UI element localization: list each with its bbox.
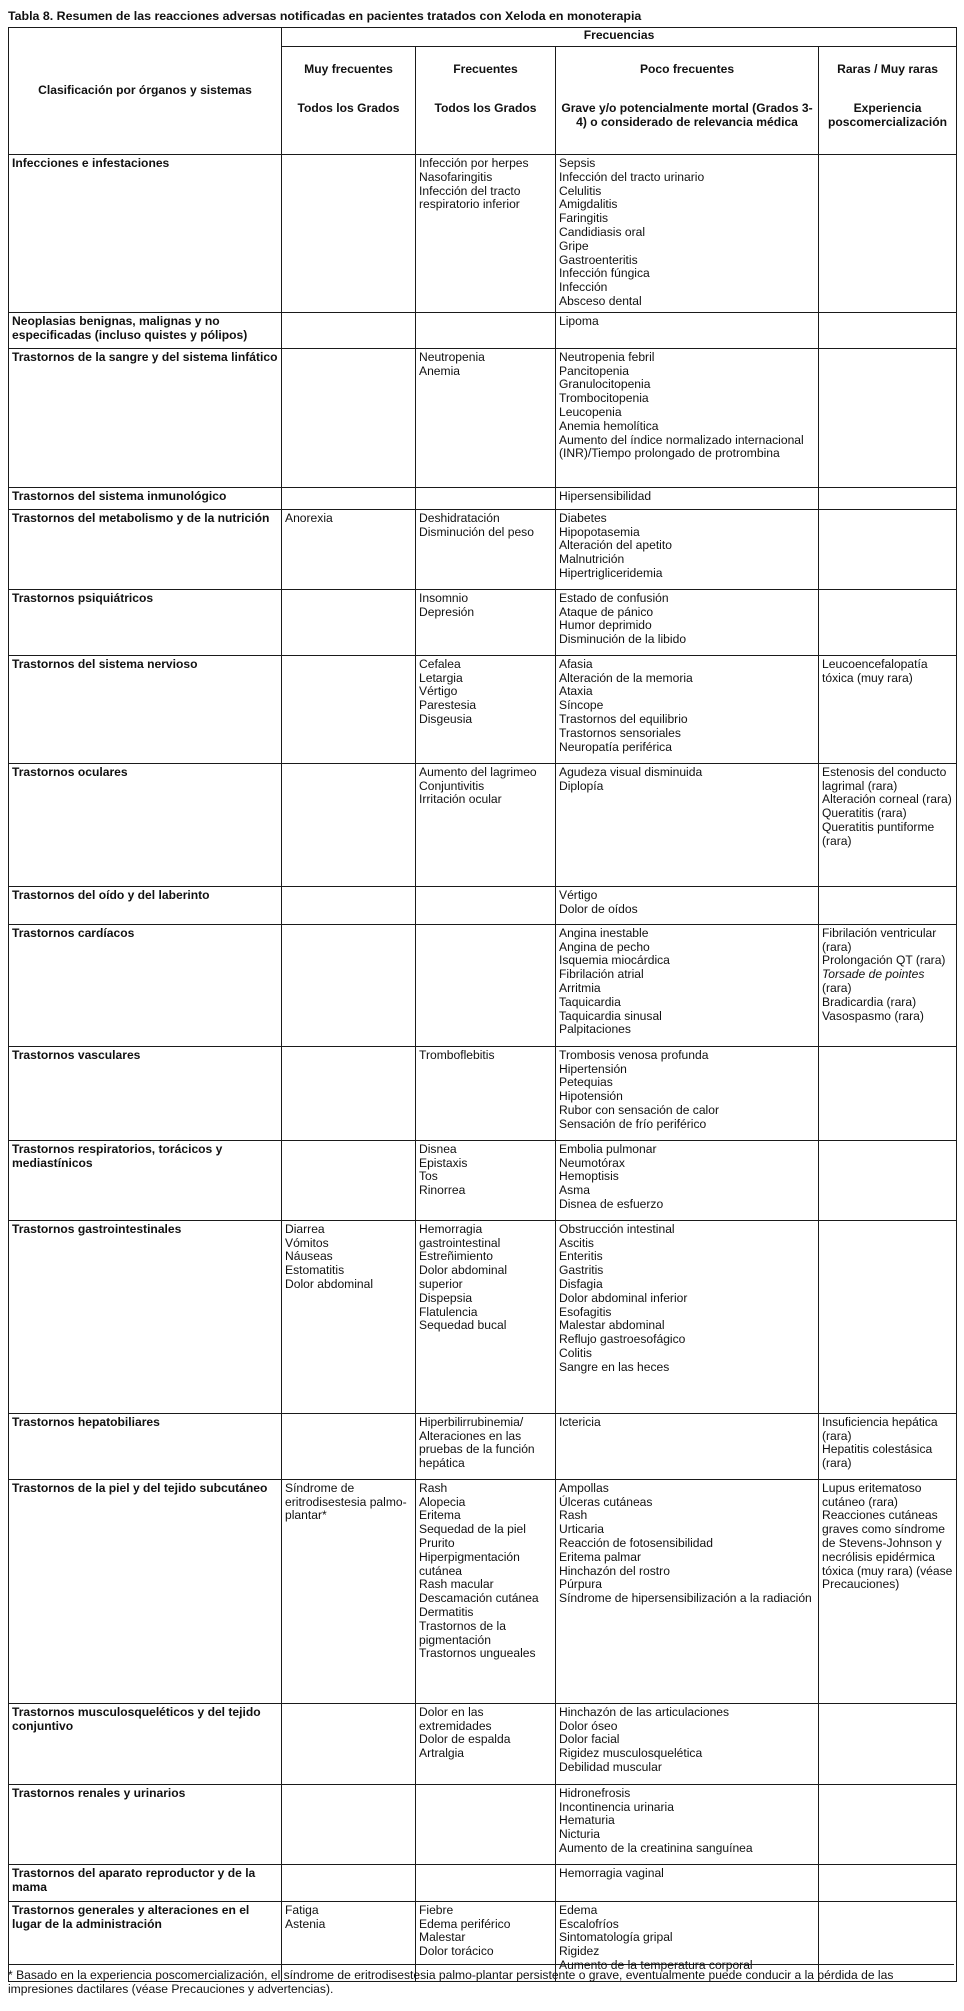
header-rare-title: Raras / Muy raras — [837, 61, 938, 76]
table-caption: Tabla 8. Resumen de las reacciones adversas notificadas en pacientes tratados con Xeloda en monoterapia — [8, 9, 642, 23]
organ-class-cell: Trastornos gastrointestinales — [9, 1220, 282, 1413]
header-very-frequent-title: Muy frecuentes — [304, 61, 393, 76]
header-rare-grade: Experiencia poscomercialización — [828, 101, 947, 130]
header-frequent — [416, 47, 556, 155]
very-frequent-cell: Fatiga Astenia — [282, 1901, 416, 1981]
organ-class-cell: Trastornos de la piel y del tejido subcutáneo — [9, 1479, 282, 1703]
very-frequent-cell — [282, 1046, 416, 1140]
rare-cell: Insuficiencia hepática (rara) Hepatitis colestásica (rara) — [819, 1413, 957, 1479]
rare-cell — [819, 312, 957, 348]
table-row — [9, 312, 957, 348]
uncommon-cell: Edema Escalofríos Sintomatología gripal Rigidez Aumento de la temperatura corporal — [556, 1901, 819, 1981]
frequent-cell: Hemorragia gastrointestinal Estreñimiento Dolor abdominal superior Dispepsia Flatulencia Sequedad bucal — [416, 1220, 556, 1413]
uncommon-cell: Ictericia — [556, 1413, 819, 1479]
rare-cell — [819, 155, 957, 313]
italic-term: Torsade de pointes — [822, 967, 925, 982]
very-frequent-cell — [282, 886, 416, 924]
very-frequent-cell — [282, 1784, 416, 1864]
uncommon-cell: Hinchazón de las articulaciones Dolor óseo Dolor facial Rigidez musculosquelética Debilidad muscular — [556, 1703, 819, 1784]
table-body — [9, 155, 957, 1982]
organ-class-cell: Trastornos del sistema nervioso — [9, 655, 282, 763]
very-frequent-cell — [282, 312, 416, 348]
header-very-frequent-grade: Todos los Grados — [297, 101, 400, 116]
very-frequent-cell: Diarrea Vómitos Náuseas Estomatitis Dolor abdominal — [282, 1220, 416, 1413]
frequent-cell: Neutropenia Anemia — [416, 348, 556, 487]
very-frequent-cell: Síndrome de eritrodisestesia palmo-plantar* — [282, 1479, 416, 1703]
table-row — [9, 763, 957, 886]
adverse-reactions-table — [8, 27, 957, 1982]
organ-class-cell: Trastornos psiquiátricos — [9, 589, 282, 655]
rare-cell — [819, 1784, 957, 1864]
frequent-cell: Rash Alopecia Eritema Sequedad de la piel Prurito Hiperpigmentación cutánea Rash macular Descamación cutánea Dermatitis Trastornos de la pigmentación Trastornos ungueales — [416, 1479, 556, 1703]
frequent-cell: Hiperbilirrubinemia/ Alteraciones en las pruebas de la función hepática — [416, 1413, 556, 1479]
very-frequent-cell — [282, 487, 416, 509]
frequent-cell: Dolor en las extremidades Dolor de espalda Artralgia — [416, 1703, 556, 1784]
uncommon-cell: Trombosis venosa profunda Hipertensión Petequias Hipotensión Rubor con sensación de calor Sensación de frío periférico — [556, 1046, 819, 1140]
header-classification: Clasificación por órganos y sistemas — [9, 28, 282, 155]
organ-class-cell: Trastornos hepatobiliares — [9, 1413, 282, 1479]
rare-cell — [819, 348, 957, 487]
table-row — [9, 924, 957, 1046]
very-frequent-cell — [282, 348, 416, 487]
organ-class-cell: Trastornos del metabolismo y de la nutrición — [9, 509, 282, 589]
frequent-cell: Disnea Epistaxis Tos Rinorrea — [416, 1140, 556, 1220]
uncommon-cell: Estado de confusión Ataque de pánico Humor deprimido Disminución de la libido — [556, 589, 819, 655]
table-row — [9, 1046, 957, 1140]
header-uncommon-grade: Grave y/o potencialmente mortal (Grados 3-4) o considerado de relevancia médica — [561, 101, 813, 130]
rare-cell — [819, 1140, 957, 1220]
table-row — [9, 487, 957, 509]
organ-class-cell: Trastornos oculares — [9, 763, 282, 886]
very-frequent-cell — [282, 1140, 416, 1220]
header-uncommon-title: Poco frecuentes — [639, 61, 735, 76]
very-frequent-cell — [282, 655, 416, 763]
rare-cell — [819, 589, 957, 655]
rare-cell — [819, 1046, 957, 1140]
rare-cell: Fibrilación ventricular (rara) Prolongación QT (rara) Torsade de pointes (rara) Bradicardia (rara) Vasospasmo (rara) — [819, 924, 957, 1046]
organ-class-cell: Trastornos del sistema inmunológico — [9, 487, 282, 509]
table-row — [9, 348, 957, 487]
frequent-cell: Deshidratación Disminución del peso — [416, 509, 556, 589]
organ-class-cell: Trastornos respiratorios, torácicos y mediastínicos — [9, 1140, 282, 1220]
uncommon-cell: Hipersensibilidad — [556, 487, 819, 509]
organ-class-cell: Trastornos vasculares — [9, 1046, 282, 1140]
very-frequent-cell — [282, 1703, 416, 1784]
organ-class-cell: Trastornos musculosqueléticos y del tejido conjuntivo — [9, 1703, 282, 1784]
frequent-cell — [416, 312, 556, 348]
uncommon-cell: Lipoma — [556, 312, 819, 348]
organ-class-cell: Trastornos renales y urinarios — [9, 1784, 282, 1864]
very-frequent-cell — [282, 155, 416, 313]
header-rare — [819, 47, 957, 155]
very-frequent-cell — [282, 1413, 416, 1479]
table-row — [9, 155, 957, 313]
footnote: * Basado en la experiencia poscomercialización, el síndrome de eritrodisestesia palmo-plantar persistente o grave, eventualmente puede conducir a la pérdida de las impresiones dactilares (véase Precauciones y advertencias). — [8, 1964, 954, 1996]
organ-class-cell: Trastornos cardíacos — [9, 924, 282, 1046]
header-uncommon — [556, 47, 819, 155]
header-frequent-grade: Todos los Grados — [434, 101, 537, 116]
table-row — [9, 509, 957, 589]
rare-cell — [819, 886, 957, 924]
table-row — [9, 886, 957, 924]
uncommon-cell: Ampollas Úlceras cutáneas Rash Urticaria Reacción de fotosensibilidad Eritema palmar Hinchazón del rostro Púrpura Síndrome de hipersensibilización a la radiación — [556, 1479, 819, 1703]
frequent-cell — [416, 1784, 556, 1864]
organ-class-cell: Trastornos de la sangre y del sistema linfático — [9, 348, 282, 487]
frequent-cell — [416, 924, 556, 1046]
uncommon-cell: Vértigo Dolor de oídos — [556, 886, 819, 924]
rare-cell — [819, 509, 957, 589]
very-frequent-cell: Anorexia — [282, 509, 416, 589]
frequent-cell — [416, 487, 556, 509]
table-row — [9, 1864, 957, 1901]
rare-cell — [819, 1864, 957, 1901]
frequent-cell: Infección por herpes Nasofaringitis Infección del tracto respiratorio inferior — [416, 155, 556, 313]
rare-cell — [819, 1703, 957, 1784]
uncommon-cell: Diabetes Hipopotasemia Alteración del apetito Malnutrición Hipertrigliceridemia — [556, 509, 819, 589]
uncommon-cell: Agudeza visual disminuida Diplopía — [556, 763, 819, 886]
very-frequent-cell — [282, 924, 416, 1046]
frequent-cell: Tromboflebitis — [416, 1046, 556, 1140]
organ-class-cell: Trastornos del aparato reproductor y de la mama — [9, 1864, 282, 1901]
frequent-cell — [416, 886, 556, 924]
very-frequent-cell — [282, 763, 416, 886]
uncommon-cell: Afasia Alteración de la memoria Ataxia Síncope Trastornos del equilibrio Trastornos sensoriales Neuropatía periférica — [556, 655, 819, 763]
frequent-cell: Insomnio Depresión — [416, 589, 556, 655]
table-row — [9, 1413, 957, 1479]
table-row — [9, 589, 957, 655]
rare-cell: Lupus eritematoso cutáneo (rara) Reacciones cutáneas graves como síndrome de Stevens-Johnson y necrólisis epidérmica tóxica (muy rara) (véase Precauciones) — [819, 1479, 957, 1703]
rare-cell: Leucoencefalopatía tóxica (muy rara) — [819, 655, 957, 763]
table-row — [9, 1140, 957, 1220]
frequent-cell — [416, 1864, 556, 1901]
organ-class-cell: Infecciones e infestaciones — [9, 155, 282, 313]
uncommon-cell: Embolia pulmonar Neumotórax Hemoptisis Asma Disnea de esfuerzo — [556, 1140, 819, 1220]
table-row — [9, 1703, 957, 1784]
uncommon-cell: Hemorragia vaginal — [556, 1864, 819, 1901]
frequent-cell: Aumento del lagrimeo Conjuntivitis Irritación ocular — [416, 763, 556, 886]
uncommon-cell: Angina inestable Angina de pecho Isquemia miocárdica Fibrilación atrial Arritmia Taquicardia Taquicardia sinusal Palpitaciones — [556, 924, 819, 1046]
uncommon-cell: Neutropenia febril Pancitopenia Granulocitopenia Trombocitopenia Leucopenia Anemia hemolítica Aumento del índice normalizado internacional (INR)/Tiempo prolongado de protrombina — [556, 348, 819, 487]
organ-class-cell: Trastornos generales y alteraciones en el lugar de la administración — [9, 1901, 282, 1981]
frequent-cell: Cefalea Letargia Vértigo Parestesia Disgeusia — [416, 655, 556, 763]
table-row — [9, 1784, 957, 1864]
uncommon-cell: Sepsis Infección del tracto urinario Celulitis Amigdalitis Faringitis Candidiasis oral Gripe Gastroenteritis Infección fúngica Infección Absceso dental — [556, 155, 819, 313]
table-row — [9, 655, 957, 763]
very-frequent-cell — [282, 589, 416, 655]
rare-cell: Estenosis del conducto lagrimal (rara) Alteración corneal (rara) Queratitis (rara) Queratitis puntiforme (rara) — [819, 763, 957, 886]
header-frequent-title: Frecuentes — [453, 61, 518, 76]
very-frequent-cell — [282, 1864, 416, 1901]
table-row — [9, 1479, 957, 1703]
header-frequencies: Frecuencias — [282, 28, 957, 47]
frequent-cell: Fiebre Edema periférico Malestar Dolor torácico — [416, 1901, 556, 1981]
organ-class-cell: Neoplasias benignas, malignas y no especificadas (incluso quistes y pólipos) — [9, 312, 282, 348]
rare-cell — [819, 1220, 957, 1413]
header-very-frequent — [282, 47, 416, 155]
uncommon-cell: Obstrucción intestinal Ascitis Enteritis Gastritis Disfagia Dolor abdominal inferior Esofagitis Malestar abdominal Reflujo gastroesofágico Colitis Sangre en las heces — [556, 1220, 819, 1413]
table-row — [9, 1220, 957, 1413]
rare-cell — [819, 487, 957, 509]
uncommon-cell: Hidronefrosis Incontinencia urinaria Hematuria Nicturia Aumento de la creatinina sanguínea — [556, 1784, 819, 1864]
organ-class-cell: Trastornos del oído y del laberinto — [9, 886, 282, 924]
